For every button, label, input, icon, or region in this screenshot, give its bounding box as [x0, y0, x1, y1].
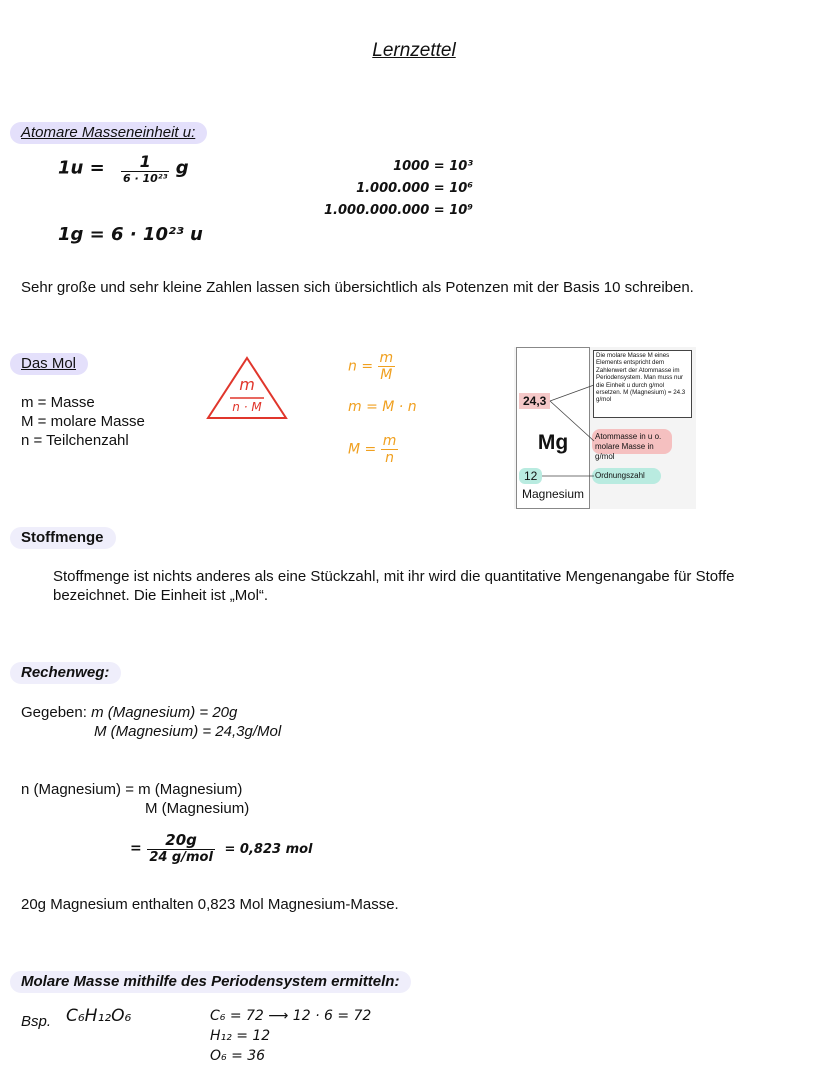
mass-label-line: Atommasse in u o.	[595, 432, 662, 441]
definition-item: n = Teilchenzahl	[21, 432, 129, 449]
page-title: Lernzettel	[372, 40, 456, 61]
power-line: 1.000.000 = 10⁶	[356, 181, 473, 196]
n-equation-denominator: M (Magnesium)	[145, 800, 250, 817]
definition-item: M = molare Masse	[21, 413, 145, 430]
mol-definitions	[21, 393, 145, 450]
formula-n-numerator: m	[379, 350, 394, 366]
info-box: Die molare Masse M eines Elements entspricht dem Zahlenwert der Atommasse im Periodensystem. Man muss nur die Einheit u durch g/mol ersetzen. M (Magnesium) = 24.3 g/mol	[593, 350, 692, 418]
section-heading-mol: Das Mol	[10, 353, 88, 375]
equation-1u	[58, 152, 189, 185]
formula-m: m = M · n	[348, 399, 417, 415]
calculation-result: = 0,823 mol	[224, 841, 313, 857]
formula-M-numerator: m	[382, 433, 397, 449]
formula-n	[348, 350, 395, 383]
formula-n-denominator: M	[380, 367, 393, 383]
calculation-numerator: 20g	[147, 831, 215, 850]
section-heading-molare-masse: Molare Masse mithilfe des Periodensystem ermitteln:	[10, 971, 411, 993]
molare-masse-line: C₆ = 72 ⟶ 12 · 6 = 72	[210, 1008, 372, 1024]
molare-masse-lines	[210, 1006, 371, 1066]
formula-n-fraction	[378, 350, 396, 383]
powers-note: Sehr große und sehr kleine Zahlen lassen sich übersichtlich als Potenzen mit der Basis 10 schreiben.	[21, 279, 694, 296]
calculation-denominator: 24 g/mol	[149, 850, 213, 865]
equation-1u-unit: g	[175, 157, 189, 179]
section-heading-stoffmenge: Stoffmenge	[10, 527, 116, 549]
definition-item: m = Masse	[21, 394, 95, 411]
element-name: Magnesium	[521, 487, 585, 501]
glucose-formula: C₆H₁₂O₆	[66, 1006, 132, 1026]
element-number: 12	[519, 468, 542, 484]
formula-M-fraction	[381, 433, 399, 466]
given-line-1	[21, 703, 237, 722]
bsp-label: Bsp.	[21, 1013, 52, 1030]
molare-masse-line: H₁₂ = 12	[210, 1028, 271, 1044]
formula-M-left: M =	[348, 441, 377, 458]
triangle-top-label: m	[239, 375, 255, 394]
given-value-2: M (Magnesium) = 24,3g/Mol	[94, 723, 282, 740]
triangle-bottom-label: n · M	[232, 400, 262, 414]
given-prefix: Gegeben:	[21, 704, 87, 721]
formula-n-left: n =	[348, 358, 374, 375]
formula-M-denominator: n	[385, 450, 394, 466]
equation-1u-denominator: 6 · 10²³	[122, 172, 168, 185]
result-text: 20g Magnesium enthalten 0,823 Mol Magnesium-Masse.	[21, 896, 399, 913]
mol-triangle	[206, 356, 288, 420]
equation-1u-numerator: 1	[121, 152, 169, 172]
calculation: = $\frac{20g}{\text{24 g/mol}}$ = 0,823 mol	[130, 831, 313, 865]
equation-1u-fraction	[121, 152, 169, 185]
n-equation-line: n (Magnesium) = m (Magnesium)	[21, 781, 243, 798]
given-value-1: m (Magnesium) = 20g	[91, 704, 238, 721]
stoffmenge-text: Stoffmenge ist nichts anderes als eine Stückzahl, mit ihr wird die quantitative Mengenangabe für Stoffe bezeichnet. Die Einheit ist „Mol“.	[53, 568, 735, 604]
power-line: 1000 = 10³	[393, 159, 473, 174]
powers-of-ten	[324, 156, 473, 222]
molare-masse-line: O₆ = 36	[210, 1048, 266, 1064]
power-line: 1.000.000.000 = 10⁹	[324, 203, 473, 218]
section-heading-rechenweg: Rechenweg:	[10, 662, 121, 684]
section-heading-atomic-mass: Atomare Masseneinheit u:	[10, 122, 207, 144]
equation-1g: 1g = 6 · 10²³ u	[58, 224, 203, 245]
number-label: Ordnungszahl	[592, 468, 661, 484]
periodic-card	[514, 347, 696, 509]
calculation-fraction	[147, 831, 215, 865]
formula-M	[348, 433, 398, 466]
equation-1u-left: 1u =	[58, 157, 105, 179]
element-symbol: Mg	[537, 431, 569, 454]
connector-lines	[514, 347, 696, 509]
mass-label-line: molare Masse in g/mol	[595, 442, 654, 461]
element-mass: 24,3	[519, 393, 550, 409]
